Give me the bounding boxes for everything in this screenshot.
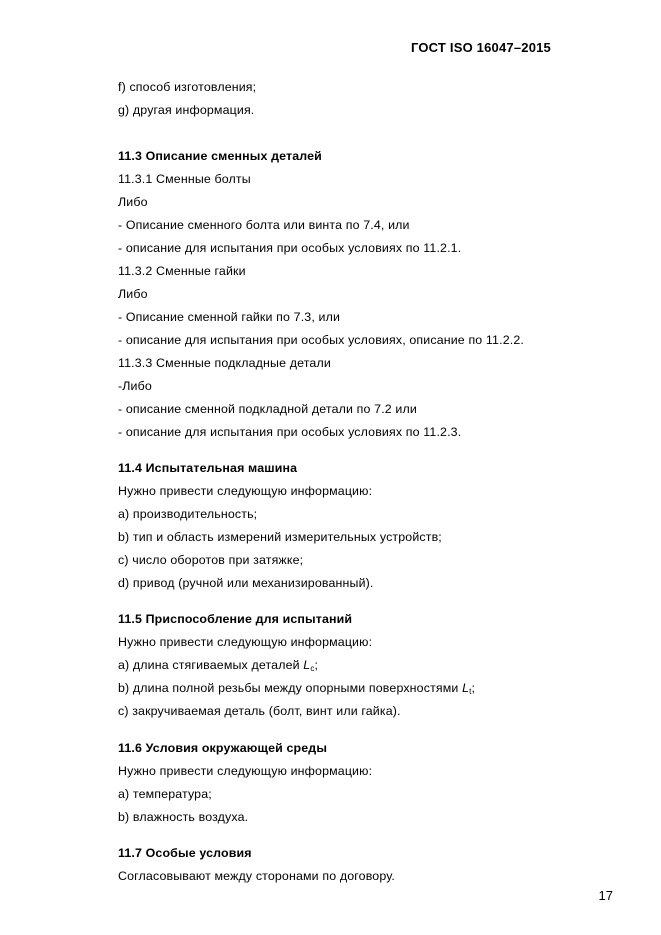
list-item: c) закручиваемая деталь (болт, винт или гайка). [118, 704, 401, 718]
list-item: a) производительность; [118, 507, 258, 521]
list-item: b) влажность воздуха. [118, 810, 249, 824]
list-item: f) способ изготовления; [118, 80, 257, 94]
variable-subscript: t [469, 687, 472, 696]
list-item: - Описание сменного болта или винта по 7.4, или [118, 218, 410, 232]
list-item-end: ; [314, 658, 319, 672]
variable-symbol: L [303, 658, 311, 672]
section-heading-11-4: 11.4 Испытательная машина [118, 461, 298, 475]
variable-symbol: L [462, 681, 470, 695]
list-item: d) привод (ручной или механизированный). [118, 576, 374, 590]
paragraph: Согласовывают между сторонами по договору. [118, 869, 395, 883]
subsection-title: 11.3.1 Сменные болты [118, 172, 251, 186]
list-item: g) другая информация. [118, 103, 255, 117]
list-item-text: a) длина стягиваемых деталей [118, 658, 304, 672]
subsection-title: 11.3.3 Сменные подкладные детали [118, 356, 331, 370]
list-item-end: ; [471, 681, 476, 695]
list-item: - описание для испытания при особых условиях по 11.2.3. [118, 425, 462, 439]
list-item: - описание сменной подкладной детали по 7.2 или [118, 402, 417, 416]
list-item: - Описание сменной гайки по 7.3, или [118, 310, 341, 324]
paragraph: -Либо [118, 379, 152, 393]
section-heading-11-6: 11.6 Условия окружающей среды [118, 741, 328, 755]
variable-subscript: c [310, 664, 315, 673]
list-item: a) температура; [118, 787, 212, 801]
list-item: c) число оборотов при затяжке; [118, 553, 304, 567]
list-item: - описание для испытания при особых условиях, описание по 11.2.2. [118, 333, 524, 347]
paragraph: Либо [118, 195, 148, 209]
paragraph: Нужно привести следующую информацию: [118, 635, 373, 649]
page-number: 17 [598, 888, 613, 903]
list-item: b) тип и область измерений измерительных устройств; [118, 530, 442, 544]
list-item-text: b) длина полной резьбы между опорными поверхностями [118, 681, 463, 695]
paragraph: Либо [118, 287, 148, 301]
paragraph: Нужно привести следующую информацию: [118, 764, 373, 778]
paragraph: Нужно привести следующую информацию: [118, 484, 373, 498]
document-header: ГОСТ ISO 16047–2015 [410, 40, 551, 55]
section-heading-11-5: 11.5 Приспособление для испытаний [118, 612, 353, 626]
subsection-title: 11.3.2 Сменные гайки [118, 264, 246, 278]
list-item [118, 681, 475, 696]
section-heading-11-7: 11.7 Особые условия [118, 846, 252, 860]
list-item: - описание для испытания при особых условиях по 11.2.1. [118, 241, 462, 255]
list-item [118, 658, 318, 673]
section-heading-11-3: 11.3 Описание сменных деталей [118, 149, 322, 163]
